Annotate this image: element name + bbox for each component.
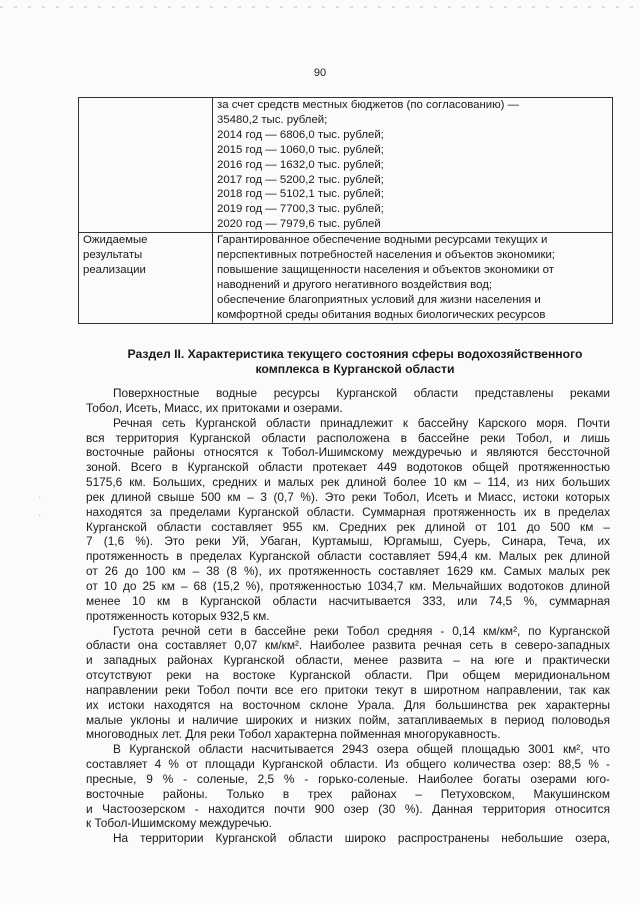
paragraph-line: Густота речной сети в бассейне реки Тобол средняя - 0,14 км/км², по Курганской [113, 623, 610, 638]
funding-line: 2019 год — 7700,3 тыс. рублей; [217, 203, 384, 216]
paragraph-line: Курганской области составляет 955 км. Средних рек длиной от 101 до 500 км – [86, 519, 610, 534]
section-title-line: Раздел II. Характеристика текущего состояния сферы водохозяйственного [127, 347, 583, 361]
row-label-line: результаты [83, 249, 143, 262]
paragraph-line: от 10 до 25 км – 68 (15,2 %), протяженностью 1034,7 км. Мельчайших водотоков длиной [86, 578, 610, 593]
paragraph-line: отсутствуют реки на востоке Курганской области. При общем меридиональном [86, 668, 610, 683]
row-label-line: Ожидаемые [83, 234, 148, 247]
paragraph-line: и Частоозерском - находится почти 900 озер (30 %). Данная территория относится [86, 801, 610, 816]
table-cell-empty [79, 98, 213, 233]
paragraph-line: находятся за пределами Курганской области. Суммарная протяженность их в пределах [86, 504, 610, 519]
paragraph-line: направлении реки Тобол почти все его притоки текут в широтном направлении, так как [86, 682, 610, 697]
paragraph-line: их истоки находятся на восточном склоне Урала. Для большинства рек характерны [86, 697, 610, 712]
results-line: обеспечение благоприятных условий для жизни населения и [217, 293, 541, 306]
paragraph-line: составляет 4 % от площади Курганской области. Из общего количества озер: 88,5 % - [86, 757, 610, 772]
funding-line: 2018 год — 5102,1 тыс. рублей; [217, 188, 384, 201]
scan-edge-artifact [0, 6, 640, 8]
funding-line: 2015 год — 1060,0 тыс. рублей; [217, 143, 384, 156]
paragraph-line: Речная сеть Курганской области принадлежит к бассейну Карского моря. Почти [113, 415, 610, 430]
funding-line: 2020 год — 7979,6 тыс. рублей [217, 218, 381, 231]
paragraph-line: восточные районы. Только в трех районах – Петуховском, Макушинском [86, 786, 610, 801]
results-line: наводнений и другого негативного воздействия вод; [217, 278, 493, 291]
program-passport-table [78, 97, 613, 324]
body-text [86, 386, 610, 846]
paragraph-line: от 26 до 100 км – 38 (8 %), их протяженность составляет 1629 км. Самых малых рек [86, 564, 610, 579]
paragraph-line: протяженность в пределах Курганской области составляет 594,4 км. Малых рек длиной [86, 549, 610, 564]
paragraph-line: На территории Курганской области широко распространены небольшие озера, [113, 831, 610, 846]
section-title [60, 347, 640, 377]
margin-artifact: · [38, 492, 42, 503]
paragraph-line: 7 (1,6 %). Это реки Уй, Убаган, Куртамыш, Юргамыш, Суерь, Синара, Теча, их [86, 534, 610, 549]
paragraph-line: и западных районах Курганской области, менее развита – на юге и практически [86, 653, 610, 668]
paragraph-line: рек длиной свыше 500 км – 3 (0,7 %). Это реки Тобол, Исеть и Миасс, истоки которых [86, 489, 610, 504]
paragraph-line: В Курганской области насчитывается 2943 озера общей площадью 3001 км², что [113, 742, 610, 757]
results-line: комфортной среды обитания водных биологических ресурсов [217, 308, 546, 321]
table-row-expected-results [79, 233, 613, 323]
paragraph-line: вся территория Курганской области расположена в бассейне реки Тобол, и лишь [86, 430, 610, 445]
table-row-funding [79, 98, 613, 233]
paragraph-line: протяженность которых 932,5 км. [86, 608, 270, 623]
paragraph-line: восточные районы относятся к Тобол-Ишимскому междуречью и являются бессточной [86, 445, 610, 460]
results-line: перспективных потребностей населения и объектов экономики; [217, 249, 555, 262]
results-line: повышение защищенности населения и объектов экономики от [217, 263, 554, 276]
paragraph-line: Тобол, Исеть, Миасс, их притоками и озерами. [86, 400, 343, 415]
table-cell-results [213, 233, 613, 323]
paragraph-line: зоной. Всего в Курганской области протекает 449 водотоков общей протяженностью [86, 460, 610, 475]
paragraph-line: пресные, 9 % - соленые, 2,5 % - горько-соленые. Наиболее богаты озерами юго- [86, 771, 610, 786]
funding-line: 2014 год — 6806,0 тыс. рублей; [217, 128, 384, 141]
paragraph-line: Поверхностные водные ресурсы Курганской области представлены реками [113, 386, 610, 400]
funding-line: за счет средств местных бюджетов (по согласованию) — [217, 99, 520, 111]
paragraph-line: 5175,6 км. Больших, средних и малых рек длиной более 10 км – 114, из них больших [86, 475, 610, 490]
row-label-line: реализации [83, 263, 146, 276]
funding-line: 2016 год — 1632,0 тыс. рублей; [217, 158, 384, 171]
table-cell-label [79, 233, 213, 323]
paragraph-line: к Тобол-Ишимскому междуречью. [86, 816, 272, 831]
margin-artifact: · [38, 510, 42, 521]
funding-line: 35480,2 тыс. рублей; [217, 113, 328, 126]
section-title-line: комплекса в Курганской области [255, 362, 455, 376]
table-cell-funding [213, 98, 613, 233]
paragraph-line: малые уклоны и наличие широких и низких пойм, затапливаемых в период половодья [86, 712, 610, 727]
paragraph-line: области она составляет 0,07 км/км². Наиболее развита речная сеть в северо-западных [86, 638, 610, 653]
results-line: Гарантированное обеспечение водными ресурсами текущих и [217, 234, 548, 247]
paragraph-line: многоводных лет. Для реки Тобол характерна пойменная многорукавность. [86, 727, 501, 742]
page-number: 90 [313, 67, 327, 79]
funding-line: 2017 год — 5200,2 тыс. рублей; [217, 173, 384, 186]
paragraph-line: менее 10 км в Курганской области насчитывается 333, или 74,5 %, суммарная [86, 593, 610, 608]
